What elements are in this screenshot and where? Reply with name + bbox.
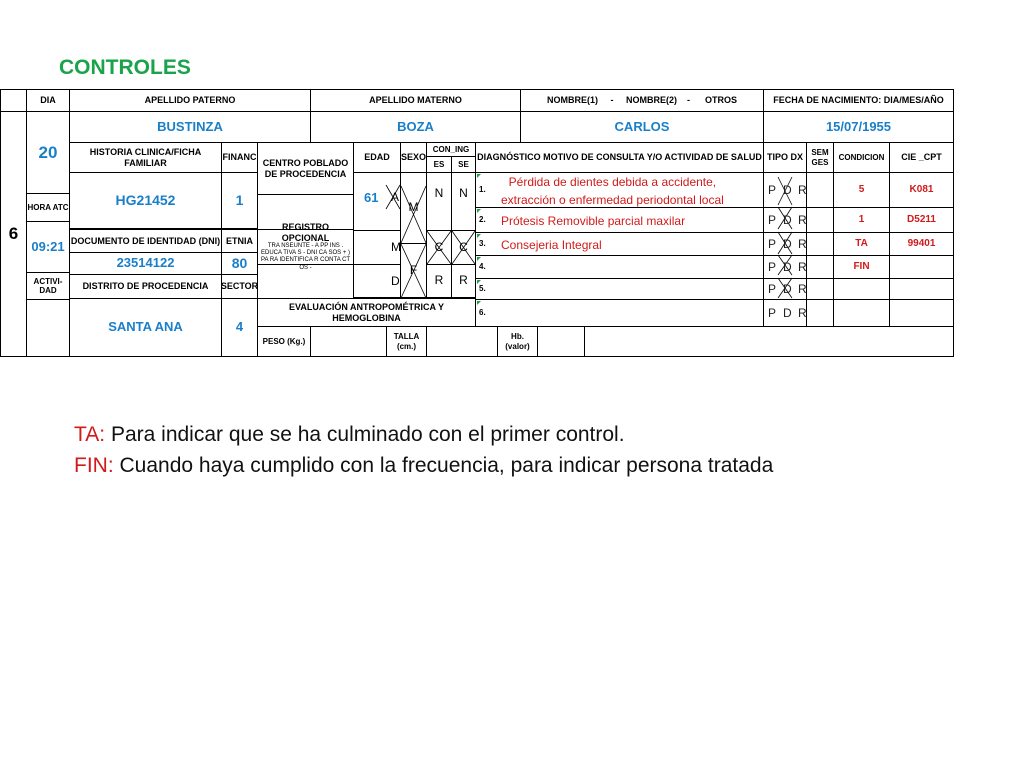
cie-value[interactable]: K081 [889, 172, 954, 208]
diagnosis-row[interactable] [475, 207, 764, 233]
registro-cell [257, 222, 354, 271]
se-r: R [459, 273, 468, 288]
cie-value[interactable]: D5211 [889, 207, 954, 233]
diagnosis-number: 1. [479, 185, 486, 195]
note-ta-text: Para indicar que se ha culminado con el primer control. [105, 423, 625, 446]
diagnosis-text [501, 212, 685, 230]
registro-label: REGISTRO OPCIONAL [281, 222, 330, 243]
header-apellido-materno: APELLIDO MATERNO [310, 89, 521, 112]
apellido-materno-value[interactable]: BOZA [310, 111, 521, 143]
comment-marker-icon [477, 234, 481, 238]
tipo-dx-cell[interactable] [763, 278, 807, 300]
diagnosis-number: 4. [479, 262, 486, 272]
diagnostico-label: DIAGNÓSTICO MOTIVO DE CONSULTA Y/O ACTIVIDAD DE SALUD [475, 142, 764, 173]
note-fin [74, 454, 773, 478]
sem-ges-label: SEM GES [806, 142, 834, 173]
cie-value[interactable]: 99401 [889, 232, 954, 256]
hora-label: HORA ATC [26, 193, 70, 222]
distrito-label: DISTRITO DE PROCEDENCIA [69, 274, 222, 299]
sem-ges-cell[interactable] [806, 207, 834, 233]
tipo-dx-label: TIPO DX [763, 142, 807, 173]
tipo-dx-d: D [783, 281, 792, 296]
peso-value[interactable] [310, 326, 387, 357]
row-number: 6 [0, 111, 27, 357]
sexo-label: SEXO [400, 142, 427, 173]
diagnosis-text-line1: Pérdida de dientes debida a accidente, [508, 175, 717, 189]
condicion-value[interactable] [833, 299, 890, 327]
hb-value[interactable] [537, 326, 585, 357]
tipo-dx-cell[interactable] [763, 232, 807, 256]
diagnosis-number: 2. [479, 215, 486, 225]
es-n: N [434, 185, 444, 200]
financ-value[interactable]: 1 [221, 172, 258, 229]
tipo-dx-p: P [768, 212, 777, 227]
peso-label: PESO (Kg.) [257, 326, 311, 357]
diagnosis-text [501, 173, 724, 209]
sexo-m: M [408, 200, 419, 215]
header-fecha-nac: FECHA DE NACIMIENTO: DIA/MES/AÑO [763, 89, 954, 112]
tipo-dx-p: P [768, 182, 777, 197]
distrito-value[interactable]: SANTA ANA [69, 298, 222, 357]
centro-label: CENTRO POBLADO DE PROCEDENCIA [257, 142, 354, 195]
header-nombres: NOMBRE(1) - NOMBRE(2) - OTROS [520, 89, 764, 112]
note-ta [74, 423, 625, 447]
etnia-value[interactable]: 80 [221, 252, 258, 275]
diagnosis-number: 6. [479, 308, 486, 318]
evaluacion-label: EVALUACIÓN ANTROPOMÉTRICA Y HEMOGLOBINA [257, 298, 476, 327]
talla-label: TALLA (cm.) [386, 326, 427, 357]
sem-ges-cell[interactable] [806, 299, 834, 327]
sector-value[interactable]: 4 [221, 298, 258, 357]
cie-label: CIE _CPT [889, 142, 954, 173]
tipo-dx-r: R [798, 236, 807, 251]
note-fin-text: Cuando haya cumplido con la frecuencia, para indicar persona tratada [113, 454, 774, 477]
se-n: N [459, 185, 468, 200]
fecha-nac-value[interactable]: 15/07/1955 [763, 111, 954, 143]
tipo-dx-r: R [798, 281, 807, 296]
cie-value[interactable] [889, 278, 954, 300]
se-label: SE [451, 156, 476, 173]
actividad-label: ACTIVI-DAD [26, 272, 70, 300]
nombres-value[interactable]: CARLOS [520, 111, 764, 143]
tipo-dx-d: D [783, 259, 792, 274]
financ-label: FINANC [221, 142, 258, 173]
edad-unit-m: M [391, 240, 401, 254]
tipo-dx-r: R [798, 259, 807, 274]
tipo-dx-d: D [783, 182, 792, 197]
es-label: ES [426, 156, 452, 173]
diagnosis-number: 3. [479, 239, 486, 249]
sem-ges-cell[interactable] [806, 232, 834, 256]
tipo-dx-cell[interactable] [763, 299, 807, 327]
tipo-dx-cell[interactable] [763, 207, 807, 233]
sem-ges-cell[interactable] [806, 172, 834, 208]
his-form-table [0, 89, 1024, 357]
diagnosis-row[interactable] [475, 172, 764, 208]
condicion-value[interactable]: 1 [833, 207, 890, 233]
sexo-f: F [409, 262, 418, 277]
cie-value[interactable] [889, 255, 954, 279]
comment-marker-icon [477, 209, 481, 213]
comment-marker-icon [477, 280, 481, 284]
tipo-dx-r: R [798, 182, 807, 197]
diagnosis-text-line2: extracción o enfermedad periodontal local [501, 193, 724, 207]
tipo-dx-d: D [783, 236, 792, 251]
diagnosis-row[interactable] [475, 232, 764, 256]
tipo-dx-r: R [798, 212, 807, 227]
edad-unit-a: A [391, 190, 400, 204]
edad-value: 61 [364, 190, 379, 205]
tipo-dx-r: R [798, 305, 807, 320]
page-title: CONTROLES [59, 56, 191, 79]
diagnosis-row[interactable] [475, 255, 764, 279]
tipo-dx-p: P [768, 305, 777, 320]
registro-small: TRA NSEUNTE - A PP INS . EDUCA TIVA S - DNI CA SOS + ) PA RA IDENTIFICA R CONTA CT OS - [260, 242, 351, 271]
tipo-dx-cell[interactable] [763, 255, 807, 279]
edad-unit-d: D [391, 274, 400, 288]
es-r: R [434, 273, 444, 288]
diagnosis-row[interactable] [475, 299, 764, 327]
dia-value[interactable]: 20 [26, 111, 70, 194]
historia-label: HISTORIA CLINICA/FICHA FAMILIAR [69, 142, 222, 173]
comment-marker-icon [477, 257, 481, 261]
edad-label: EDAD [353, 142, 401, 173]
historia-value[interactable]: HG21452 [69, 172, 222, 229]
note-fin-key: FIN: [74, 454, 114, 477]
sector-label: SECTOR [221, 274, 258, 299]
diagnosis-text-line1: Prótesis Removible parcial maxilar [501, 214, 686, 228]
tipo-dx-p: P [768, 281, 777, 296]
talla-value[interactable] [426, 326, 498, 357]
tipo-dx-d: D [783, 305, 792, 320]
diagnosis-row[interactable] [475, 278, 764, 300]
condicion-value[interactable]: 5 [833, 172, 890, 208]
diagnosis-text-line1: Consejeria Integral [501, 238, 602, 252]
hb-label: Hb. (valor) [497, 326, 538, 357]
tipo-dx-p: P [768, 236, 777, 251]
apellido-paterno-value[interactable]: BUSTINZA [69, 111, 311, 143]
header-apellido-paterno: APELLIDO PATERNO [69, 89, 311, 112]
sem-ges-cell[interactable] [806, 255, 834, 279]
diagnosis-text [501, 236, 602, 254]
etnia-label: ETNIA [221, 229, 258, 253]
blank-trailing [584, 326, 954, 357]
condicion-value[interactable]: TA [833, 232, 890, 256]
tipo-dx-cell[interactable] [763, 172, 807, 208]
dni-label: DOCUMENTO DE IDENTIDAD (DNI) [69, 229, 222, 253]
registro-value[interactable] [257, 264, 354, 299]
tipo-dx-p: P [768, 259, 777, 274]
comment-marker-icon [477, 301, 481, 305]
condicion-value[interactable] [833, 278, 890, 300]
diagnosis-number: 5. [479, 284, 486, 294]
note-ta-key: TA: [74, 423, 106, 446]
sem-ges-cell[interactable] [806, 278, 834, 300]
cie-value[interactable] [889, 299, 954, 327]
condicion-label: CONDICION [833, 142, 890, 173]
hora-value[interactable]: 09:21 [26, 221, 70, 273]
se-c: C [459, 239, 468, 254]
dni-value[interactable]: 23514122 [69, 252, 222, 275]
tipo-dx-d: D [783, 212, 792, 227]
es-c: C [434, 239, 444, 254]
header-dia: DIA [26, 89, 70, 112]
condicion-value[interactable]: FIN [833, 255, 890, 279]
comment-marker-icon [477, 174, 481, 178]
con-ing-label: CON_ING [426, 142, 476, 157]
